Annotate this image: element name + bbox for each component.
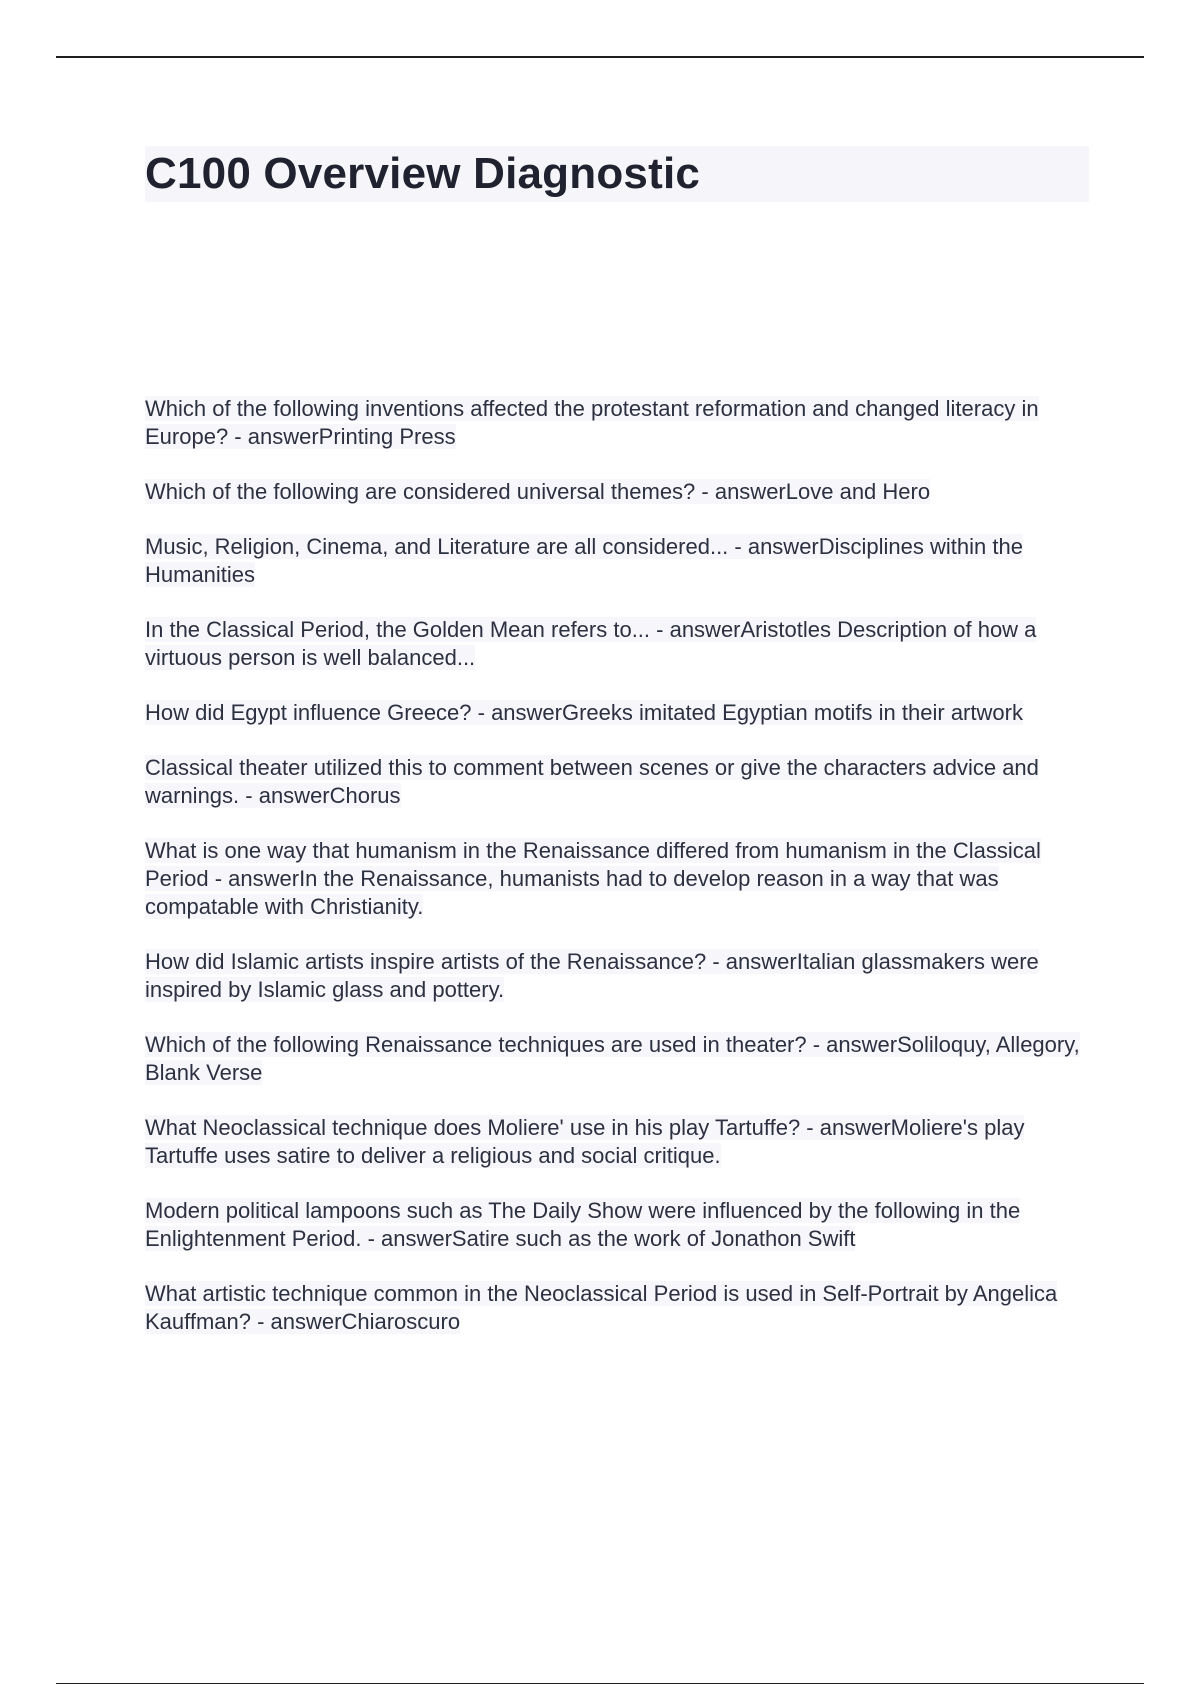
list-item — [145, 699, 1090, 727]
qa-text: Which of the following Renaissance techniques are used in theater? - answerSoliloquy, Allegory, Blank Verse — [145, 1032, 1080, 1085]
bottom-rule — [56, 1683, 1144, 1684]
qa-text: What Neoclassical technique does Moliere' use in his play Tartuffe? - answerMoliere's play Tartuffe uses satire to deliver a religious and social critique. — [145, 1115, 1025, 1168]
qa-text: Modern political lampoons such as The Daily Show were influenced by the following in the Enlightenment Period. - answerSatire such as the work of Jonathon Swift — [145, 1198, 1021, 1251]
list-item — [145, 1280, 1090, 1336]
list-item — [145, 478, 1090, 506]
question-answer-list — [145, 395, 1090, 1363]
list-item — [145, 1114, 1090, 1170]
qa-text: Classical theater utilized this to comment between scenes or give the characters advice and warnings. - answerChorus — [145, 755, 1039, 808]
list-item — [145, 837, 1090, 921]
qa-text: Which of the following inventions affected the protestant reformation and changed literacy in Europe? - answerPrinting Press — [145, 396, 1039, 449]
list-item — [145, 533, 1090, 589]
list-item — [145, 616, 1090, 672]
qa-text: In the Classical Period, the Golden Mean refers to... - answerAristotles Description of how a virtuous person is well balanced... — [145, 617, 1037, 670]
list-item — [145, 1197, 1090, 1253]
qa-text: How did Egypt influence Greece? - answerGreeks imitated Egyptian motifs in their artwork — [145, 700, 1023, 725]
list-item — [145, 948, 1090, 1004]
qa-text: How did Islamic artists inspire artists of the Renaissance? - answerItalian glassmakers were inspired by Islamic glass and pottery. — [145, 949, 1039, 1002]
qa-text: Which of the following are considered universal themes? - answerLove and Hero — [145, 479, 931, 504]
qa-text: What is one way that humanism in the Renaissance differed from humanism in the Classical Period - answerIn the Renaissance, humanists had to develop reason in a way that was compatable with Christianity. — [145, 838, 1041, 919]
list-item — [145, 395, 1090, 451]
top-rule — [56, 56, 1144, 58]
list-item — [145, 754, 1090, 810]
page-title: C100 Overview Diagnostic — [145, 149, 701, 198]
qa-text: What artistic technique common in the Neoclassical Period is used in Self-Portrait by Angelica Kauffman? - answerChiaroscuro — [145, 1281, 1058, 1334]
list-item — [145, 1031, 1090, 1087]
qa-text: Music, Religion, Cinema, and Literature are all considered... - answerDisciplines within the Humanities — [145, 534, 1023, 587]
